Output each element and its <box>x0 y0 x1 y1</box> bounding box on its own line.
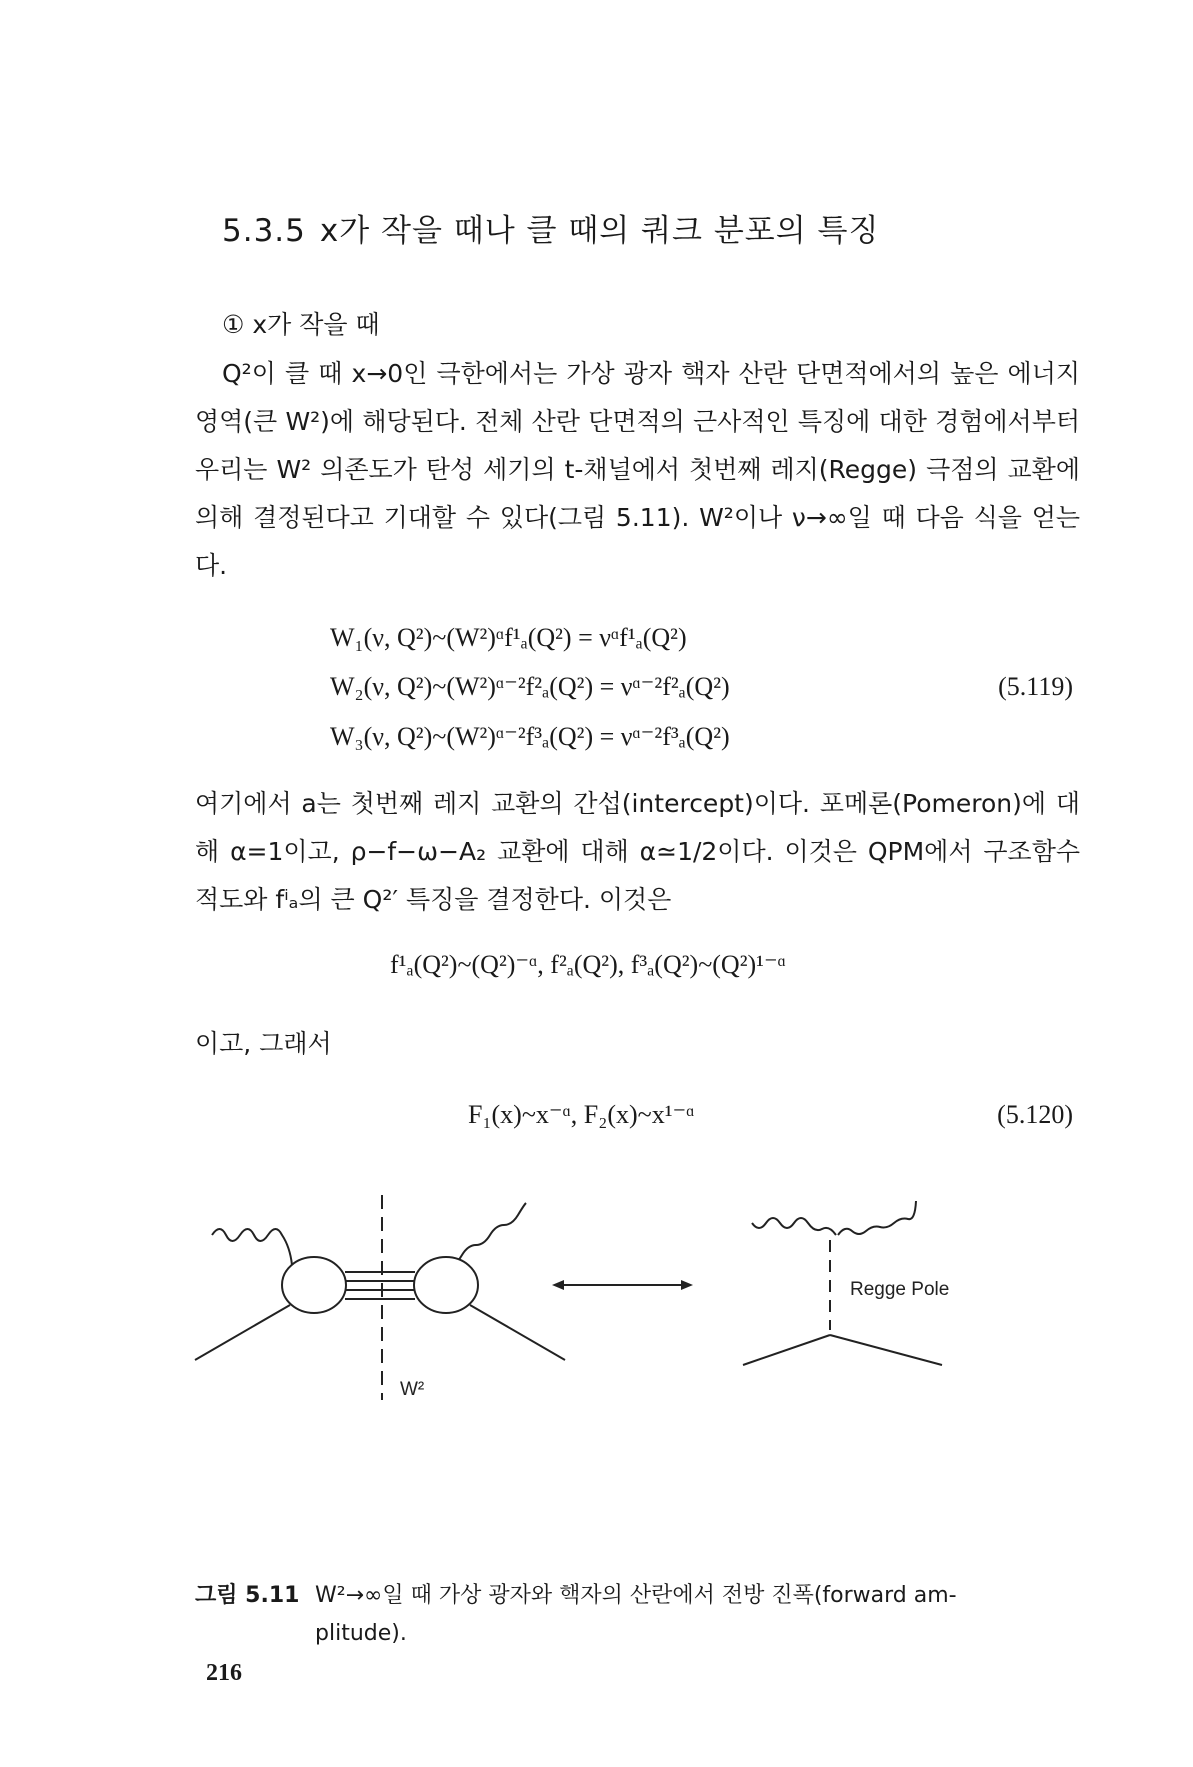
paragraph-intro: Q²이 클 때 x→0인 극한에서는 가상 광자 핵자 산란 단면적에서의 높은 에너지 영역(큰 W²)에 해당된다. 전체 산란 단면적의 근사적인 특징에 대한 경험에서부터 우리는 W² 의존도가 탄성 세기의 t-채널에서 첫번째 레지(Regge) 극점의 교환에 의해 결정된다고 기대할 수 있다(그림 5.11). W²이나 ν→∞일 때 다음 식을 얻는다. <box>195 359 1080 580</box>
section-title: x가 작을 때나 클 때의 쿼크 분포의 특징 <box>319 213 880 249</box>
equation-number-5-119: (5.119) <box>998 672 1073 701</box>
photon-line-right-out <box>838 1201 916 1235</box>
section-number: 5.3.5 <box>222 213 306 249</box>
equation-number-5-120: (5.120) <box>997 1100 1073 1129</box>
nucleon-line-right <box>470 1305 565 1360</box>
arrow-head-right <box>681 1280 693 1290</box>
equation-5-119-line-1: W₁(ν, Q²)~(W²)ᵅf¹ₐ(Q²) = νᵅf¹ₐ(Q²) <box>330 623 687 652</box>
blob-left <box>282 1257 346 1313</box>
caption-line-1: W²→∞일 때 가상 광자와 핵자의 산란에서 전방 진폭(forward am- <box>315 1583 957 1608</box>
equation-structure-functions-line: f¹ₐ(Q²)~(Q²)⁻ᵅ, f²ₐ(Q²), f³ₐ(Q²)~(Q²)¹⁻ᵅ <box>390 950 786 979</box>
equation-5-119-line-2: W₂(ν, Q²)~(W²)ᵅ⁻²f²ₐ(Q²) = νᵅ⁻²f²ₐ(Q²) <box>330 672 730 701</box>
photon-line-right-in <box>752 1218 836 1235</box>
photon-line-left-in <box>212 1229 292 1265</box>
nucleon-line-right-in <box>743 1335 830 1365</box>
arrow-head-left <box>552 1280 564 1290</box>
nucleon-line-left <box>195 1305 290 1360</box>
equation-5-119-line-3: W₃(ν, Q²)~(W²)ᵅ⁻²f³ₐ(Q²) = νᵅ⁻²f³ₐ(Q²) <box>330 722 730 751</box>
caption-line-2: plitude). <box>315 1621 407 1646</box>
section-heading <box>222 205 879 250</box>
paragraph-therefore: 이고, 그래서 <box>195 1029 332 1058</box>
page-number: 216 <box>206 1660 242 1686</box>
figure-5-11-diagram <box>190 1185 1080 1405</box>
nucleon-line-right-out <box>830 1335 942 1365</box>
blob-right <box>414 1257 478 1313</box>
paragraph-intercept: 여기에서 a는 첫번째 레지 교환의 간섭(intercept)이다. 포메론(Pomeron)에 대해 α=1이고, ρ−f−ω−A₂ 교환에 대해 α≃1/2이다. 이것은 QPM에서 구조함수 적도와 fⁱₐ의 큰 Q²′ 특징을 결정한다. 이것은 <box>195 789 1080 914</box>
w-squared-label: W² <box>400 1379 425 1400</box>
equation-5-120-line: F₁(x)~x⁻ᵅ, F₂(x)~x¹⁻ᵅ <box>468 1100 695 1129</box>
caption-label: 그림 5.11 <box>195 1583 300 1608</box>
figure-caption <box>195 1577 1085 1653</box>
subsection-heading: ① x가 작을 때 <box>222 310 380 339</box>
regge-pole-label: Regge Pole <box>850 1279 950 1300</box>
